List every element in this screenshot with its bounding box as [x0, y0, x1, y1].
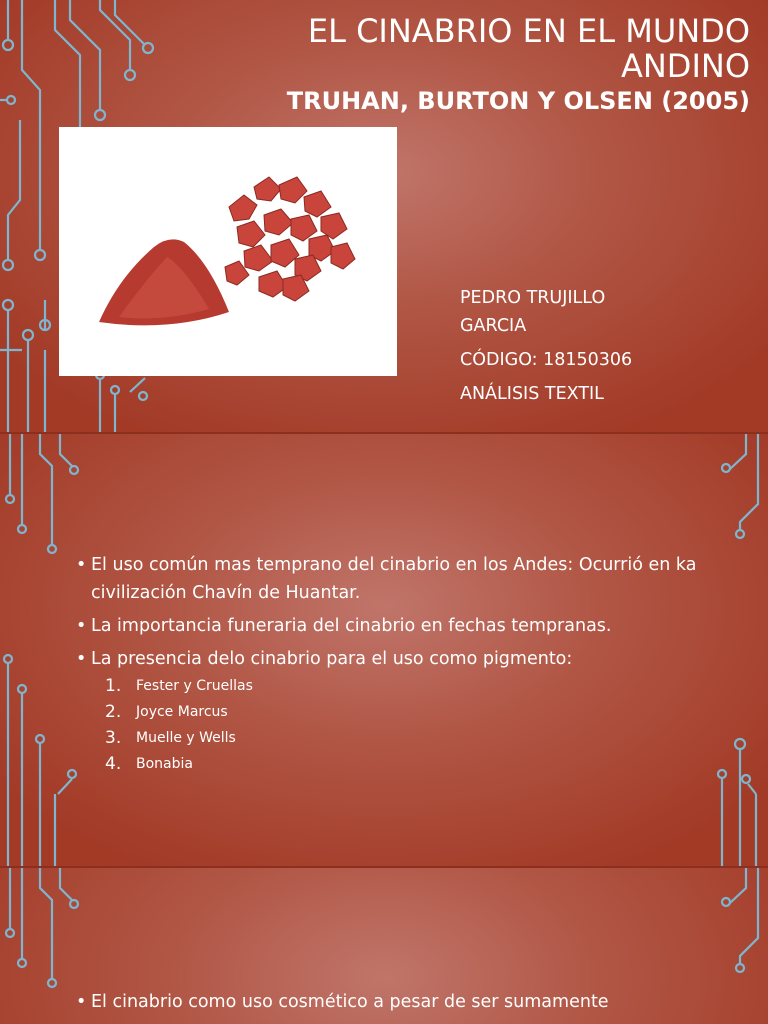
circuit-right-decoration	[708, 868, 768, 1024]
page-title: EL CINABRIO EN EL MUNDO ANDINO	[307, 12, 750, 85]
course-name: ANÁLISIS TEXTIL	[460, 384, 604, 404]
list-item	[76, 645, 716, 777]
list-item: • El uso común mas temprano del cinabrio en los Andes: Ocurrió en ka civilización Chavín de Huantar.	[76, 551, 716, 607]
list-item: • La importancia funeraria del cinabrio en fechas tempranas.	[76, 612, 716, 640]
cinnabar-photo	[59, 127, 397, 376]
numbered-list	[91, 673, 716, 777]
slide-content-1	[0, 434, 768, 866]
list-item-text: Joyce Marcus	[136, 704, 228, 720]
slide-content-2	[0, 868, 768, 1024]
cinnabar-illustration	[59, 127, 397, 376]
bullet-list	[76, 551, 716, 782]
list-item-text: Bonabia	[136, 756, 193, 772]
list-item	[91, 699, 716, 725]
list-item	[91, 751, 716, 777]
list-item-text: La presencia delo cinabrio para el uso como pigmento:	[91, 649, 573, 669]
list-number: 4.	[105, 754, 122, 774]
list-item	[91, 673, 716, 699]
list-number: 3.	[105, 728, 122, 748]
student-code: CÓDIGO: 18150306	[460, 350, 633, 370]
list-item	[91, 725, 716, 751]
list-item-text: Fester y Cruellas	[136, 678, 253, 694]
circuit-right-decoration	[708, 434, 768, 866]
list-number: 2.	[105, 702, 122, 722]
author-block	[460, 284, 650, 414]
author-name: PEDRO TRUJILLO GARCIA	[460, 288, 606, 336]
slide-title	[0, 0, 768, 432]
list-number: 1.	[105, 676, 122, 696]
list-item: • El cinabrio como uso cosmético a pesar de ser sumamente	[76, 988, 716, 1016]
list-item-text: Muelle y Wells	[136, 730, 236, 746]
page-subtitle: TRUHAN, BURTON Y OLSEN (2005)	[286, 87, 750, 115]
bullet-list	[76, 988, 716, 1016]
